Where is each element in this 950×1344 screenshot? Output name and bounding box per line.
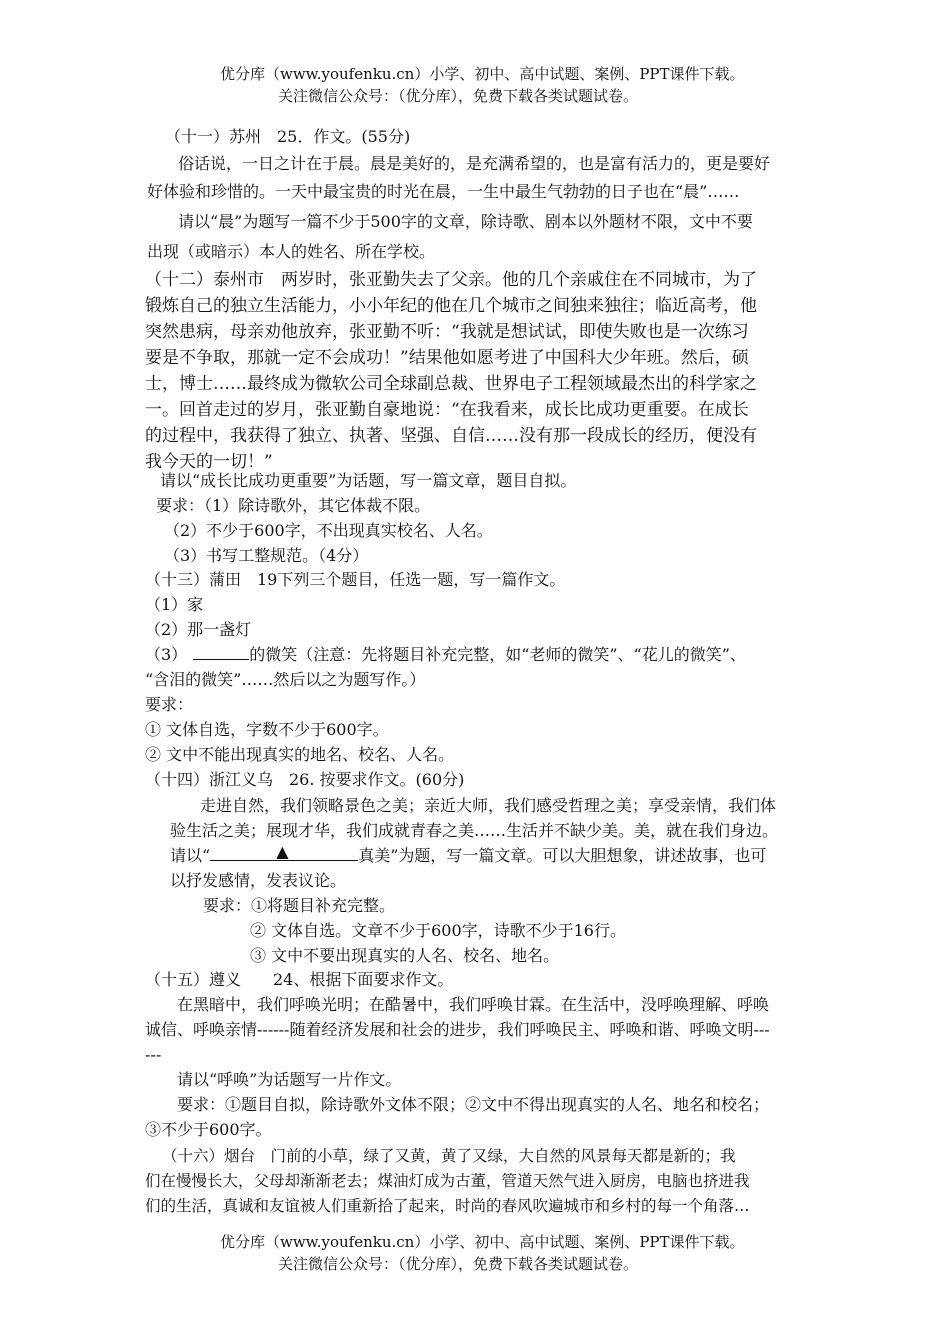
s13-option-3 (145, 643, 746, 667)
s12-line-4: 要是不争取，那就一定不会成功！”结果他如愿考进了中国科大少年班。然后，硕 (145, 348, 749, 368)
footer-line-2: 关注微信公众号：（优分库），免费下载各类试题试卷。 (278, 1255, 639, 1273)
header-line-2: 关注微信公众号：（优分库），免费下载各类试题试卷。 (278, 87, 639, 105)
s14-paragraph-1a: 走进自然，我们领略景色之美；亲近大师，我们感受哲理之美；享受亲情，我们体 (200, 796, 777, 815)
s14-paragraph-2 (170, 844, 766, 868)
s11-paragraph-1a: 俗话说，一日之计在于晨。晨是美好的，是充满希望的，也是富有活力的，更是要好 (178, 154, 771, 173)
s14-requirement-3: ③ 文中不要出现真实的人名、校名、地名。 (250, 946, 560, 965)
s13-option-1: （1）家 (145, 595, 204, 614)
s15-paragraph-1a: 在黑暗中，我们呼唤光明；在酷暑中，我们呼唤甘霖。在生活中，没呼唤理解、呼唤 (177, 995, 770, 1014)
s15-title: （十五）遵义 24、根据下面要求作文。 (145, 970, 454, 989)
s15-requirement-b: ③不少于600字。 (145, 1120, 272, 1139)
s12-requirement-2: （2）不少于600字，不出现真实校名、人名。 (164, 521, 493, 540)
s14-title: （十四）浙江义乌 26. 按要求作文。(60分) (145, 770, 465, 789)
s11-paragraph-1b: 好体验和珍惜的。一天中最宝贵的时光在晨，一生中最生气勃勃的日子也在“晨”…… (147, 182, 740, 201)
s12-requirement-3: （3）书写工整规范。（4分） (164, 546, 369, 565)
s13-requirement-2: ② 文中不能出现真实的地名、校名、人名。 (145, 745, 455, 764)
s12-line-5: 士，博士……最终成为微软公司全球副总裁、世界电子工程领域最杰出的科学家之 (145, 374, 757, 394)
s11-title: （十一）苏州 25．作文。(55分) (165, 127, 411, 146)
triangle-icon: ▲ (276, 842, 289, 861)
s15-paragraph-1c: --- (145, 1045, 162, 1064)
s13-requirement-label: 要求： (145, 695, 194, 714)
s13-option-2: （2）那一盏灯 (145, 620, 252, 639)
s12-requirement-1: 要求：（1）除诗歌外，其它体裁不限。 (156, 496, 431, 515)
s14-title-blank (210, 844, 358, 861)
s13-title: （十三）蒲田 19下列三个题目，任选一题，写一篇作文。 (145, 570, 566, 589)
s13-requirement-1: ① 文体自选，字数不少于600字。 (145, 720, 389, 739)
s13-title-blank (193, 643, 249, 660)
s12-line-7: 的过程中，我获得了独立、执著、坚强、自信……没有那一段成长的经历，便没有 (145, 426, 757, 446)
s13-option-3-suffix: 的微笑（注意：先将题目补充完整，如“老师的微笑”、“花儿的微笑”、 (249, 645, 746, 664)
s14-paragraph-2b: 以抒发感情，发表议论。 (170, 871, 347, 890)
s12-line-8: 我今天的一切！” (145, 452, 273, 472)
s13-option-3-prefix: （3） (145, 645, 188, 664)
s11-paragraph-2a: 请以“晨”为题写一篇不少于500字的文章，除诗歌、剧本以外题材不限，文中不要 (178, 212, 753, 231)
s15-prompt: 请以“呼唤”为话题写一片作文。 (177, 1070, 402, 1089)
s14-requirement-1: 要求：①将题目补充完整。 (203, 896, 396, 915)
s11-paragraph-2b: 出现（或暗示）本人的姓名、所在学校。 (147, 242, 436, 261)
s14-prompt-prefix: 请以“ (170, 846, 211, 865)
s16-line-2: 们在慢慢长大，父母却渐渐老去；煤油灯成为古董，管道天然气进入厨房，电脑也挤进我 (145, 1172, 750, 1190)
footer-line-1: 优分库（www.youfenku.cn）小学、初中、高中试题、案例、PPT课件下载。 (220, 1233, 745, 1251)
s15-requirement-a: 要求：①题目自拟，除诗歌外文体不限；②文中不得出现真实的人名、地名和校名； (177, 1095, 770, 1114)
s14-paragraph-1b: 验生活之美；展现才华，我们成就青春之美……生活并不缺少美。美，就在我们身边。 (170, 821, 779, 840)
s12-line-6: 一。回首走过的岁月，张亚勤自豪地说：“在我看来，成长比成功更重要。在成长 (145, 400, 749, 420)
s12-line-1: （十二）泰州市 两岁时，张亚勤失去了父亲。他的几个亲戚住在不同城市，为了 (145, 270, 757, 290)
s14-requirement-2: ② 文体自选。文章不少于600字，诗歌不少于16行。 (250, 921, 626, 940)
s16-line-1: （十六）烟台 门前的小草，绿了又黄，黄了又绿，大自然的风景每天都是新的；我 (162, 1147, 736, 1165)
header-line-1: 优分库（www.youfenku.cn）小学、初中、高中试题、案例、PPT课件下载。 (220, 65, 745, 83)
s12-line-3: 突然患病，母亲劝他放弃，张亚勤不听：“我就是想试试，即使失败也是一次练习 (145, 322, 749, 342)
s14-prompt-suffix: 真美”为题，写一篇文章。可以大胆想象，讲述故事，也可 (358, 846, 767, 865)
s12-line-2: 锻炼自己的独立生活能力，小小年纪的他在几个城市之间独来独往；临近高考，他 (145, 296, 757, 316)
s12-prompt: 请以“成长比成功更重要”为话题，写一篇文章，题目自拟。 (160, 471, 577, 490)
s16-line-3: 们的生活，真诚和友谊被人们重新拾了起来，时尚的春风吹遍城市和乡村的每一个角落… (145, 1197, 750, 1215)
s15-paragraph-1b: 诚信、呼唤亲情------随着经济发展和社会的进步，我们呼唤民主、呼唤和谐、呼唤文明--- (145, 1020, 770, 1039)
s13-option-3b: “含泪的微笑”……然后以之为题写作。） (145, 670, 426, 689)
